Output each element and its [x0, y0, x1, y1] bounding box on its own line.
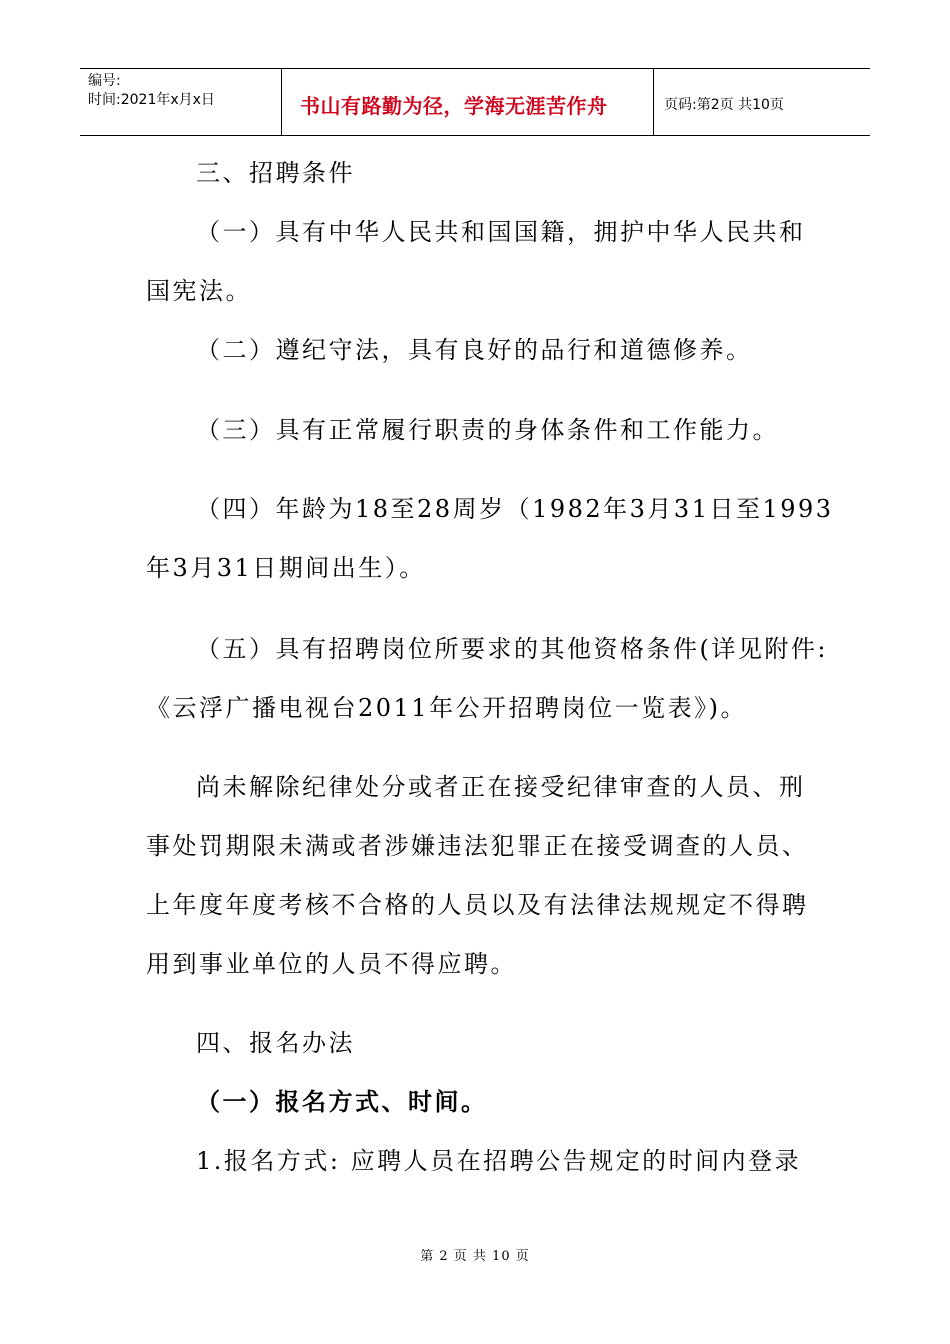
header-motto: 书山有路勤为径，学海无涯苦作舟 — [282, 69, 654, 135]
exclusion-line-4: 用到事业单位的人员不得应聘。 — [146, 950, 517, 978]
condition-5-line-1: （五）具有招聘岗位所要求的其他资格条件(详见附件: — [196, 635, 828, 663]
page-header — [80, 68, 870, 136]
exclusion-line-2: 事处罚期限未满或者涉嫌违法犯罪正在接受调查的人员、 — [146, 832, 809, 860]
header-meta — [80, 69, 282, 135]
condition-4-line-2: 年3月31日期间出生）。 — [146, 554, 426, 582]
document-number-label: 编号: — [88, 73, 121, 89]
section-heading-3: 三、招聘条件 — [196, 159, 355, 187]
registration-item-1: 1.报名方式: 应聘人员在招聘公告规定的时间内登录 — [196, 1147, 802, 1175]
section-heading-4: 四、报名办法 — [196, 1029, 355, 1057]
condition-4-line-1: （四）年龄为18至28周岁（1982年3月31日至1993 — [196, 495, 834, 523]
exclusion-line-1: 尚未解除纪律处分或者正在接受纪律审查的人员、刑 — [196, 773, 806, 801]
document-date-label: 时间:2021年x月x日 — [88, 92, 215, 108]
header-page-info: 页码:第2页 共10页 — [664, 97, 784, 113]
condition-2: （二）遵纪守法，具有良好的品行和道德修养。 — [196, 336, 753, 364]
subsection-heading-4-1: （一）报名方式、时间。 — [196, 1087, 488, 1116]
condition-1-line-1: （一）具有中华人民共和国国籍，拥护中华人民共和 — [196, 218, 806, 246]
condition-5-line-2: 《云浮广播电视台2011年公开招聘岗位一览表》)。 — [146, 694, 747, 722]
page-footer: 第 2 页 共 10 页 — [420, 1249, 530, 1264]
exclusion-line-3: 上年度年度考核不合格的人员以及有法律法规规定不得聘 — [146, 891, 809, 919]
condition-3: （三）具有正常履行职责的身体条件和工作能力。 — [196, 416, 779, 444]
condition-1-line-2: 国宪法。 — [146, 277, 252, 305]
